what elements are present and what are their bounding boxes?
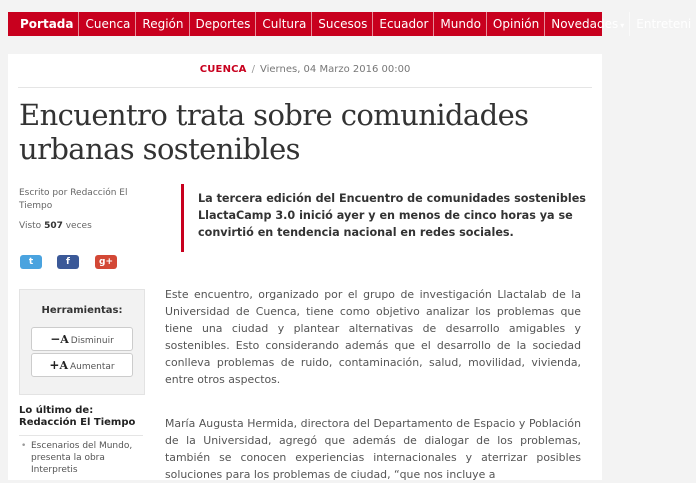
nav-item-portada[interactable]: Portada xyxy=(8,12,79,36)
latest-item-title: Escenarios del Mundo, presenta la obra Interpretis xyxy=(31,441,133,475)
tools-heading: Herramientas: xyxy=(41,305,123,316)
nav-item-entretenimiento[interactable]: Entreteni xyxy=(636,17,692,31)
article-title: Encuentro trata sobre comunidades urbanas sostenibles xyxy=(19,98,529,166)
decrease-font-button[interactable] xyxy=(31,327,133,351)
nav-item-novedades-label: Novedades xyxy=(551,17,619,31)
increase-font-label: Aumentar xyxy=(69,362,115,372)
lead-text: La tercera edición del Encuentro de comunidades sostenibles LlactaCamp 3.0 inició ayer y en menos de cinco horas ya se convirtió en tendencia nacional en redes sociales. xyxy=(198,192,586,239)
font-size-icon: A xyxy=(59,359,68,372)
article-paragraph-2: María Augusta Hermida, directora del Departamento de Espacio y Población de la Universidad, agregó que además de dialogar de los problemas, también se conocen experiencias internacionales y aterrizar posibles soluciones para los problemas de ciudad, “que nos incluye a xyxy=(165,417,581,481)
chevron-down-icon: ▾ xyxy=(620,21,625,30)
article-date: Viernes, 04 Marzo 2016 00:00 xyxy=(260,64,411,75)
author-byline: Escrito por Redacción El Tiempo xyxy=(19,188,128,211)
nav-item-opinion[interactable]: Opinión xyxy=(487,12,545,36)
article-card xyxy=(8,54,602,480)
twitter-share-icon[interactable]: t xyxy=(20,255,42,269)
meta-separator: / xyxy=(251,64,255,75)
tools-panel xyxy=(19,289,145,395)
nav-item-cuenca[interactable]: Cuenca xyxy=(79,12,136,36)
bullet-icon: • xyxy=(21,441,27,451)
nav-item-mundo[interactable]: Mundo xyxy=(434,12,487,36)
article-category[interactable]: CUENCA xyxy=(199,64,247,75)
nav-item-region[interactable]: Región xyxy=(136,12,189,36)
minus-icon: − xyxy=(50,332,61,346)
nav-item-deportes[interactable]: Deportes xyxy=(190,12,257,36)
facebook-share-icon[interactable]: f xyxy=(57,255,79,269)
plus-icon: + xyxy=(49,358,60,372)
view-count xyxy=(19,221,92,231)
google-plus-share-icon[interactable]: g+ xyxy=(95,255,117,269)
latest-heading: Lo último de: Redacción El Tiempo xyxy=(19,405,136,428)
views-suffix: veces xyxy=(65,221,92,231)
article-lead xyxy=(181,184,591,252)
nav-item-cultura[interactable]: Cultura xyxy=(256,12,312,36)
increase-font-button[interactable] xyxy=(31,353,133,377)
views-prefix: Visto xyxy=(19,221,42,231)
list-item[interactable] xyxy=(19,436,143,476)
divider xyxy=(18,87,592,88)
main-nav xyxy=(8,12,692,36)
font-size-icon: A xyxy=(60,333,69,346)
latest-list xyxy=(19,435,143,476)
article-paragraph-1: Este encuentro, organizado por el grupo de investigación Llactalab de la Universidad de Cuenca, tiene como objetivo analizar los problemas que tiene una ciudad y plantear alternativas de desarrollo amigables y sostenibles. Esto considerando además que el desarrollo de la sociedad conlleva problemas de ruido, contaminación, salud, movilidad, vivienda, entre otros aspectos. xyxy=(165,288,581,386)
nav-item-sucesos[interactable]: Sucesos xyxy=(312,12,373,36)
article-meta xyxy=(8,64,602,75)
nav-item-ecuador[interactable]: Ecuador xyxy=(373,12,434,36)
nav-item-novedades[interactable] xyxy=(545,12,630,36)
decrease-font-label: Disminuir xyxy=(70,336,114,346)
views-number: 507 xyxy=(44,221,63,231)
